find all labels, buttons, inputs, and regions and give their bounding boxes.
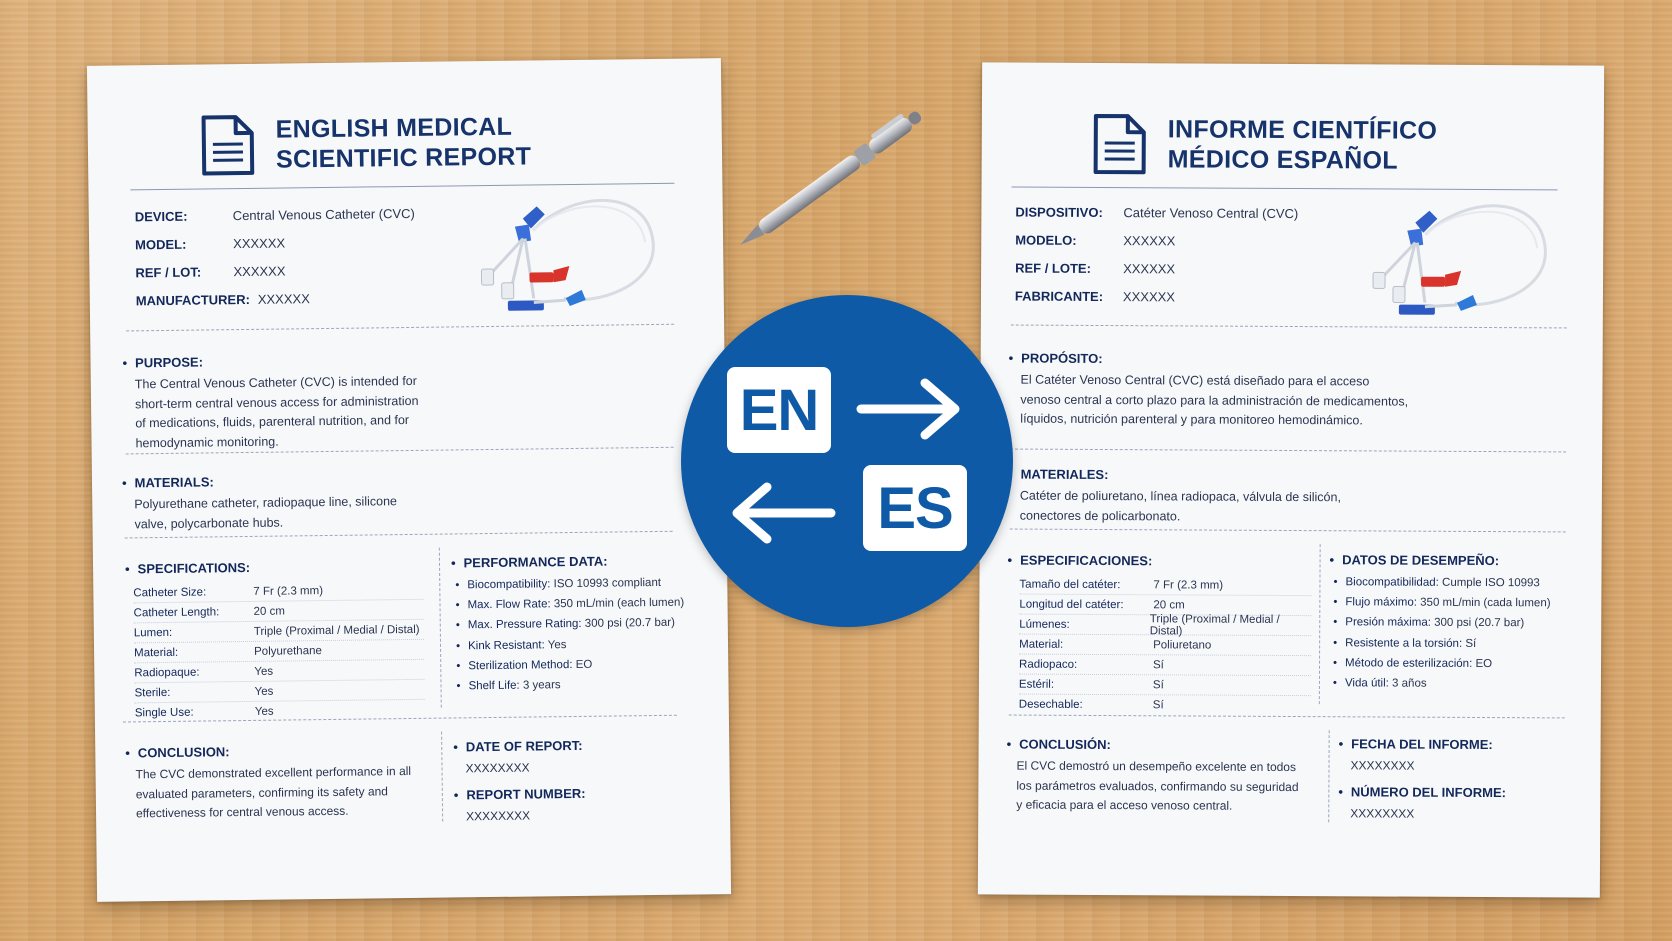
conclusion-heading: • CONCLUSIÓN:: [1006, 736, 1111, 753]
spec-row: Lúmenes: Triple (Proximal / Medial / Distal): [1019, 615, 1311, 637]
perf-item: • Max. Pressure Rating: 300 psi (20.7 bar): [455, 617, 675, 632]
section-divider: [1009, 715, 1565, 719]
spec-row: Longitud del catéter: 20 cm: [1019, 595, 1311, 617]
translation-badge: [681, 295, 1013, 627]
report-title-line-2: SCIENTIFIC REPORT: [275, 142, 532, 174]
report-number-heading: • REPORT NUMBER:: [453, 785, 586, 803]
model-label: MODEL:: [135, 236, 187, 253]
model-field: [1015, 227, 1298, 256]
catheter-image: [1365, 192, 1556, 328]
report-title-line-2: MÉDICO ESPAÑOL: [1167, 145, 1398, 175]
spec-row: Single Use: Yes: [134, 705, 274, 720]
section-divider: [1010, 449, 1566, 453]
manufacturer-field: [1015, 283, 1298, 312]
ref-lot-label: REF / LOTE:: [1015, 260, 1091, 276]
device-label: DEVICE:: [134, 208, 188, 225]
report-number-value: XXXXXXXX: [1350, 806, 1415, 821]
english-report-sheet: [87, 58, 731, 902]
device-fields: [135, 200, 416, 315]
spec-row: Material: Poliuretano: [1019, 635, 1311, 657]
manufacturer-label: FABRICANTE:: [1014, 288, 1104, 305]
materials-text: Polyurethane catheter, radiopaque line, silicone valve, polycarbonate hubs.: [134, 494, 398, 531]
report-title-line-1: INFORME CIENTÍFICO: [1167, 115, 1438, 145]
document-icon: [1092, 113, 1148, 175]
purpose-text: El Catéter Venoso Central (CVC) está diseñado para el acceso venoso central a corto plazo para la administración de medicamentos, líquidos, nutrición parenteral y para monitoreo hemodinámico.: [1020, 372, 1409, 428]
section-divider: [126, 324, 674, 332]
source-language-badge: EN: [727, 367, 831, 453]
perf-item: • Shelf Life: 3 years: [456, 679, 561, 693]
perf-item: • Sterilization Method: EO: [456, 658, 593, 673]
target-language-badge: ES: [863, 465, 967, 551]
spec-row: Estéril: Sí: [1019, 675, 1311, 697]
perf-item: • Biocompatibilidad: Cumple ISO 10993: [1333, 576, 1540, 590]
specifications-heading: • SPECIFICATIONS:: [124, 559, 251, 577]
model-value: XXXXXX: [233, 235, 286, 252]
performance-heading: • DATOS DE DESEMPEÑO:: [1329, 552, 1500, 569]
purpose-heading: • PROPÓSITO:: [1008, 350, 1103, 367]
arrow-left-icon: [725, 481, 837, 545]
device-fields: [1015, 199, 1298, 312]
device-field: [135, 200, 415, 231]
performance-list: [1333, 572, 1551, 694]
column-divider: [1319, 544, 1321, 704]
model-label: MODELO:: [1015, 232, 1077, 248]
model-field: [135, 228, 415, 259]
manufacturer-field: [136, 284, 416, 315]
spec-row: Catheter Size: 7 Fr (2.3 mm): [133, 580, 423, 604]
perf-item: • Biocompatibility: ISO 10993 compliant: [455, 576, 662, 592]
spec-row: Catheter Length: 20 cm: [133, 600, 423, 624]
perf-item: • Presión máxima: 300 psi (20.7 bar): [1333, 616, 1525, 630]
spec-row: Sterile: Yes: [134, 680, 424, 704]
device-field: [1015, 199, 1298, 228]
materials-heading: MATERIALES:: [1020, 466, 1109, 483]
perf-item: • Kink Resistant: Yes: [455, 638, 567, 653]
report-header: [1092, 113, 1438, 177]
spanish-report-sheet: [978, 62, 1604, 897]
pen-image: [730, 95, 960, 255]
perf-item: • Método de esterilización: EO: [1333, 657, 1493, 670]
performance-heading: • PERFORMANCE DATA:: [450, 553, 608, 571]
column-divider: [441, 732, 443, 822]
column-divider: [1328, 730, 1329, 822]
performance-list: [455, 573, 685, 697]
specifications-table: [133, 580, 425, 724]
catheter-image: [472, 187, 664, 324]
report-title: [1168, 114, 1438, 175]
manufacturer-value: XXXXXX: [257, 291, 310, 307]
ref-lot-label: REF / LOT:: [135, 264, 202, 281]
perf-item: • Resistente a la torsión: Sí: [1333, 636, 1477, 650]
report-header: [200, 110, 532, 176]
conclusion-heading: • CONCLUSION:: [125, 744, 230, 761]
spec-row: Material: Polyurethane: [134, 640, 424, 664]
conclusion-text: The CVC demonstrated excellent performance in all evaluated parameters, confirming its safety and effectiveness for central venous access.: [135, 763, 412, 821]
specifications-table: [1019, 575, 1312, 717]
spec-row: Radiopaco: Sí: [1019, 655, 1311, 677]
date-value: XXXXXXXX: [465, 760, 530, 776]
date-value: XXXXXXXX: [1350, 758, 1415, 773]
ref-lot-value: XXXXXX: [233, 263, 286, 280]
perf-item: • Max. Flow Rate: 350 mL/min (each lumen): [455, 596, 685, 612]
device-value: Catéter Venoso Central (CVC): [1123, 205, 1299, 222]
report-number-value: XXXXXXXX: [466, 808, 531, 824]
device-label: DISPOSITIVO:: [1015, 204, 1103, 221]
purpose-heading: • PURPOSE:: [122, 354, 204, 371]
report-title: [276, 111, 532, 174]
document-icon: [200, 114, 257, 177]
specifications-heading: • ESPECIFICACIONES:: [1007, 552, 1153, 569]
spec-row: Lumen: Triple (Proximal / Medial / Distal): [134, 620, 424, 644]
date-heading: • FECHA DEL INFORME:: [1338, 736, 1493, 753]
device-value: Central Venous Catheter (CVC): [232, 205, 415, 224]
ref-lot-field: [1015, 255, 1298, 284]
report-title-line-1: ENGLISH MEDICAL: [275, 112, 513, 144]
perf-item: • Vida útil: 3 años: [1332, 677, 1427, 690]
ref-lot-value: XXXXXX: [1123, 261, 1176, 277]
spec-row: Desechable: Sí: [1018, 698, 1164, 712]
model-value: XXXXXX: [1123, 233, 1176, 249]
date-heading: • DATE OF REPORT:: [453, 737, 583, 755]
ref-lot-field: [135, 256, 415, 287]
manufacturer-value: XXXXXX: [1122, 289, 1176, 305]
spec-row: Radiopaque: Yes: [134, 660, 424, 684]
purpose-text: The Central Venous Catheter (CVC) is intended for short-term central venous access for administration of medications, fluids, parenteral nutrition, and for hemodynamic monitoring.: [134, 373, 419, 450]
header-divider: [1012, 187, 1558, 191]
column-divider: [439, 548, 442, 708]
report-number-heading: • NÚMERO DEL INFORME:: [1338, 784, 1507, 801]
arrow-right-icon: [855, 377, 967, 441]
perf-item: • Flujo máximo: 350 mL/min (cada lumen): [1333, 596, 1551, 610]
materials-heading: • MATERIALS:: [121, 474, 214, 491]
spec-row: Tamaño del catéter: 7 Fr (2.3 mm): [1019, 575, 1311, 597]
manufacturer-label: MANUFACTURER:: [135, 291, 250, 309]
section-divider: [1010, 529, 1566, 533]
materials-text: Catéter de poliuretano, línea radiopaca, válvula de silicón, conectores de policarbonato.: [1019, 488, 1341, 523]
conclusion-text: El CVC demostró un desempeño excelente en todos los parámetros evaluados, confirmando su seguridad y eficacia para el acceso venoso central.: [1016, 758, 1299, 813]
